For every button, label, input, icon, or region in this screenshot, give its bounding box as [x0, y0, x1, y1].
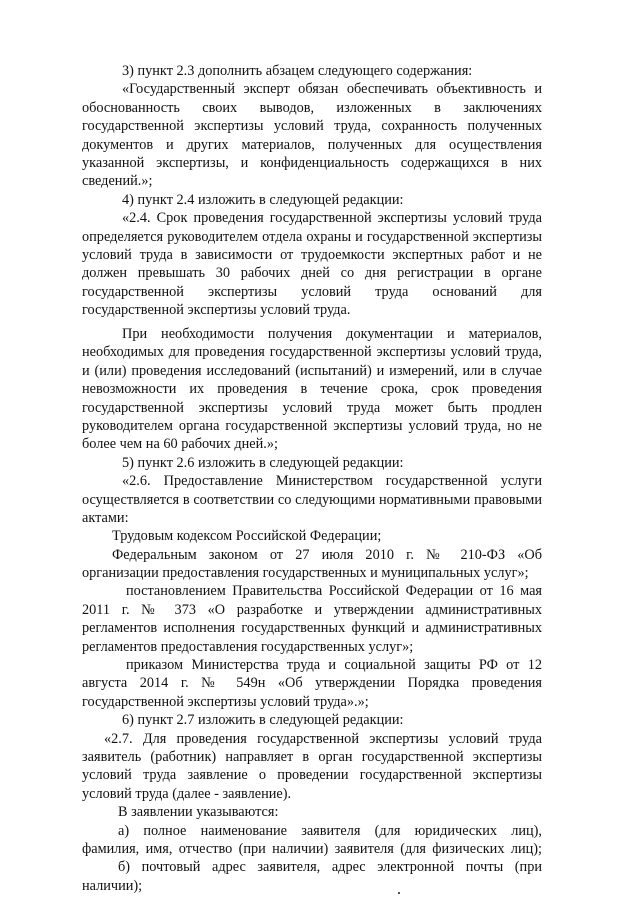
text-line: «2.7. Для проведения государственной экспертизы условий труда [104, 730, 542, 747]
scan-speck [398, 892, 400, 894]
text-line: а) полное наименование заявителя (для юридических лиц), [118, 822, 542, 839]
text-line: должен превышать 30 рабочих дней со дня регистрации в органе [82, 265, 542, 282]
text-line: Федеральным законом от 27 июля 2010 г. № 210-ФЗ «Об [112, 546, 542, 563]
text-line: обоснованность своих выводов, изложенных в заключениях [82, 99, 542, 116]
text-line: руководителем органа государственной экспертизы условий труда, но не [82, 417, 542, 434]
text-line: заявитель (работник) направляет в орган государственной экспертизы [82, 748, 542, 765]
text-line: Трудовым кодексом Российской Федерации; [112, 528, 382, 545]
text-line: организации предоставления государственных и муниципальных услуг»; [82, 565, 529, 582]
text-line: «2.4. Срок проведения государственной экспертизы условий труда [122, 210, 542, 227]
text-line: осуществляется в соответствии со следующими нормативными правовыми [82, 491, 542, 508]
text-line: регламентов исполнения государственных функций и административных [82, 620, 542, 637]
text-line: документов и других материалов, полученных для осуществления [82, 136, 542, 153]
text-block-2 [82, 325, 542, 895]
text-line: 5) пункт 2.6 изложить в следующей редакции: [122, 454, 404, 471]
text-line: 2011 г. № 373 «О разработке и утверждении административных [82, 601, 542, 618]
text-line: августа 2014 г. № 549н «Об утверждении Порядка проведения [82, 675, 542, 692]
text-line: условий труда (далее - заявление). [82, 785, 292, 802]
text-line: 6) пункт 2.7 изложить в следующей редакции: [122, 712, 404, 729]
text-line: наличии); [82, 877, 143, 894]
text-line: актами: [82, 509, 129, 526]
text-line: указанной экспертизы, и конфиденциальность содержащихся в них [82, 154, 542, 171]
text-line: определяется руководителем отдела охраны и государственной экспертизы [82, 228, 542, 245]
text-line: государственной экспертизы условий труда оснований для [82, 283, 542, 300]
text-line: В заявлении указываются: [118, 804, 279, 821]
text-line: б) почтовый адрес заявителя, адрес электронной почты (при [118, 859, 542, 876]
text-line: фамилия, имя, отчество (при наличии) заявителя (для физических лиц); [82, 840, 542, 857]
text-line: приказом Министерства труда и социальной защиты РФ от 12 [126, 657, 542, 674]
text-line: При необходимости получения документации и материалов, [122, 326, 542, 342]
text-line: невозможности их проведения в течение срока, срок проведения [82, 381, 542, 398]
text-line: сведений.»; [82, 173, 153, 190]
text-block-1 [82, 62, 542, 319]
text-line: государственной экспертизы условий труда, сохранность полученных [82, 118, 542, 135]
text-line: государственной экспертизы условий труда может быть продлен [82, 399, 542, 416]
text-line: условий труда заявление о проведении государственной экспертизы [82, 767, 542, 784]
text-line: необходимых для проведения государственной экспертизы условий труда, [82, 344, 542, 361]
text-line: более чем на 60 рабочих дней.»; [82, 436, 278, 453]
text-line: 3) пункт 2.3 дополнить абзацем следующего содержания: [122, 63, 473, 79]
text-line: регламентов предоставления государственных услуг»; [82, 638, 414, 655]
text-line: государственной экспертизы условий труда».»; [82, 693, 369, 710]
text-line: «Государственный эксперт обязан обеспечивать объективность и [122, 81, 542, 98]
text-line: условий труда в зависимости от трудоемкости экспертных работ и не [82, 246, 542, 263]
text-line: постановлением Правительства Российской Федерации от 16 мая [126, 583, 542, 600]
text-line: «2.6. Предоставление Министерством государственной услуги [122, 473, 542, 490]
text-line: государственной экспертизы условий труда. [82, 302, 351, 319]
text-line: 4) пункт 2.4 изложить в следующей редакции: [122, 191, 404, 208]
text-line: и (или) проведения исследований (испытаний) и измерений, или в случае [82, 362, 542, 379]
